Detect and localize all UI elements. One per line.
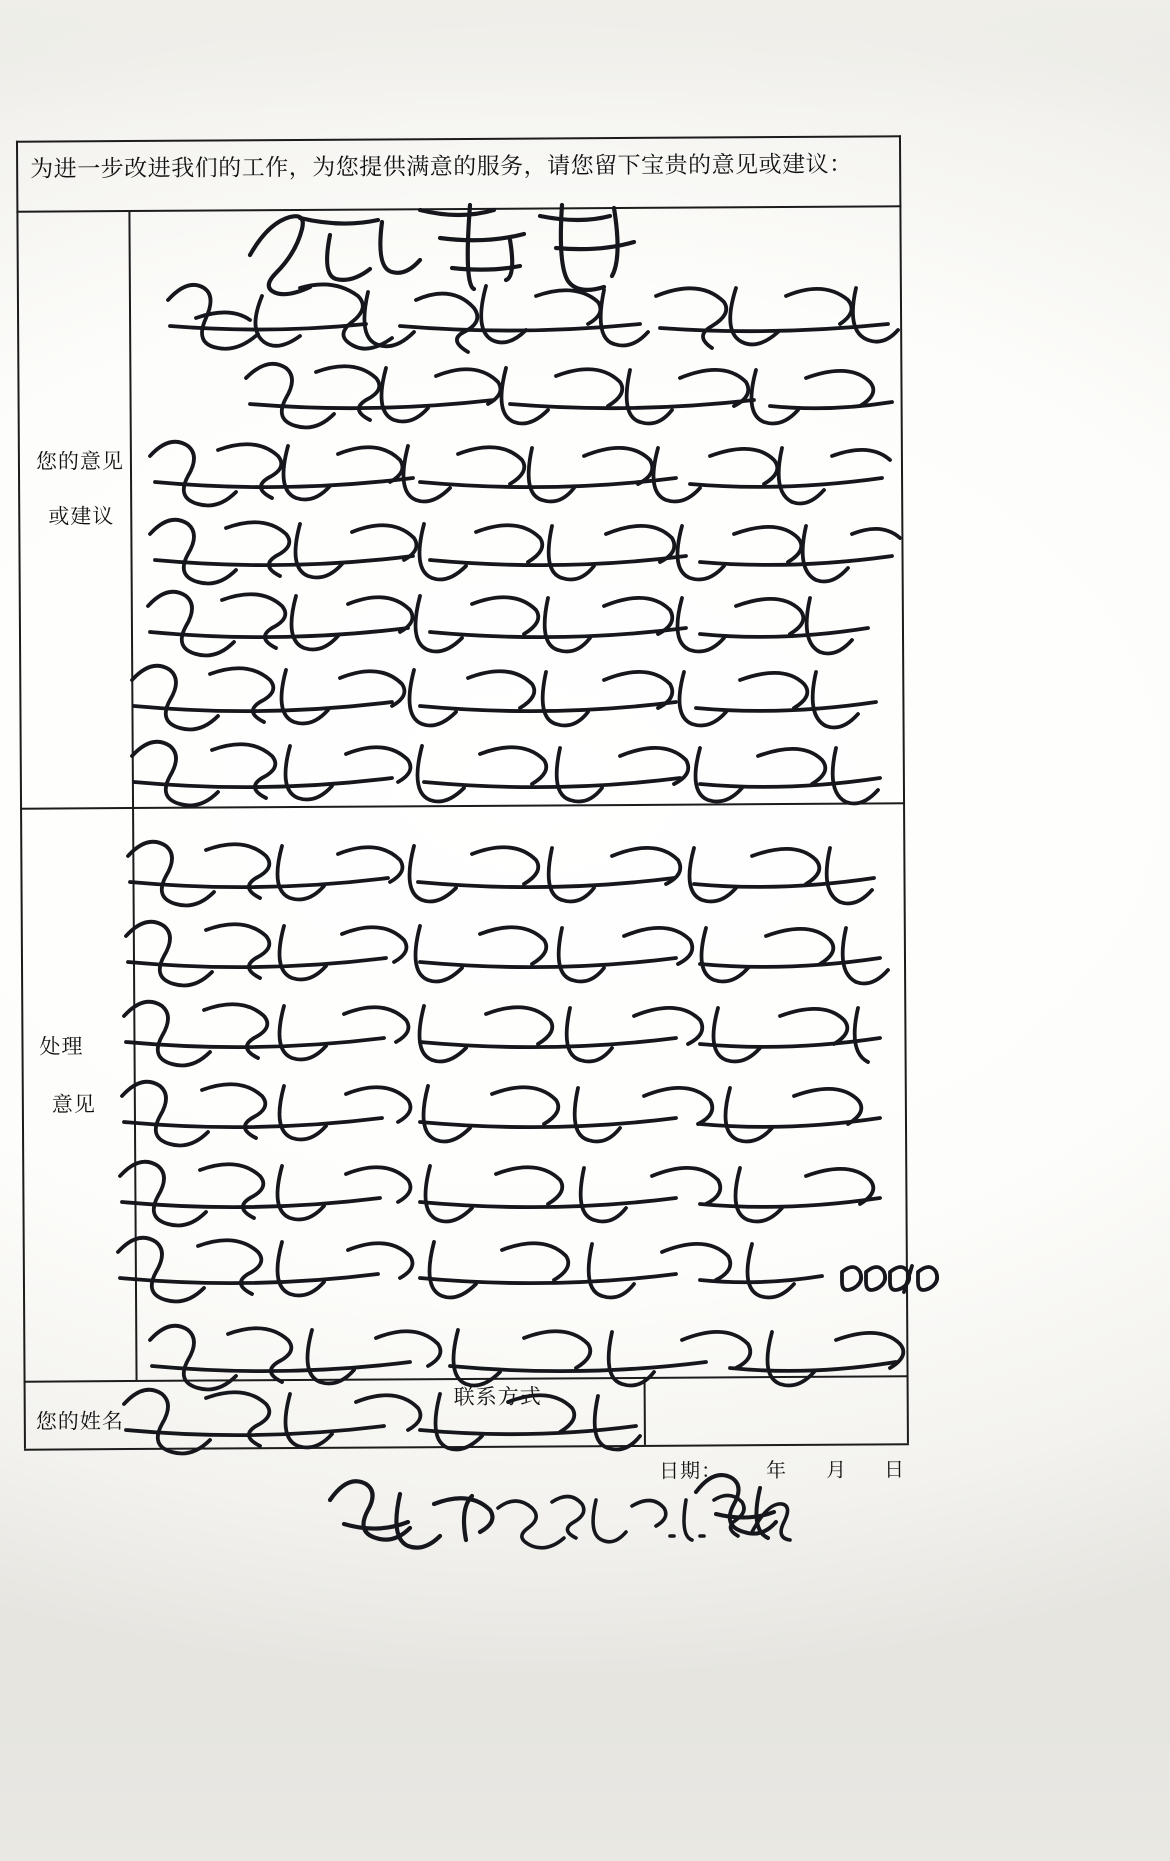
label-month: 月 bbox=[826, 1459, 848, 1482]
form-border-right bbox=[899, 135, 909, 1443]
label-contact: 联系方式 bbox=[453, 1385, 542, 1410]
form-rule-opinion-bottom bbox=[20, 802, 905, 809]
handwriting-thanks bbox=[696, 1475, 776, 1538]
form-rule-under-headline bbox=[16, 205, 901, 212]
form-rule-name-bottom bbox=[24, 1443, 909, 1450]
form-border-left bbox=[16, 141, 26, 1449]
form-contact-divider bbox=[644, 1377, 646, 1445]
handwriting-signature-date bbox=[498, 1495, 790, 1547]
label-handling-line2: 意见 bbox=[51, 1093, 96, 1117]
form-border-top bbox=[16, 135, 901, 142]
label-date: 日期： bbox=[659, 1460, 723, 1483]
label-year: 年 bbox=[766, 1460, 788, 1483]
label-day: 日 bbox=[884, 1459, 906, 1482]
label-handling-line1: 处理 bbox=[39, 1035, 84, 1059]
handwriting-signature bbox=[330, 1481, 492, 1547]
label-your-opinion-line1: 您的意见 bbox=[35, 450, 125, 474]
form-column-divider bbox=[128, 210, 137, 1380]
feedback-form bbox=[16, 135, 909, 1483]
form-headline: 为进一步改进我们的工作，为您提供满意的服务，请您留下宝贵的意见或建议： bbox=[30, 150, 853, 182]
label-your-opinion-line2: 或建议 bbox=[48, 505, 115, 529]
label-your-name: 您的姓名 bbox=[35, 1410, 124, 1434]
